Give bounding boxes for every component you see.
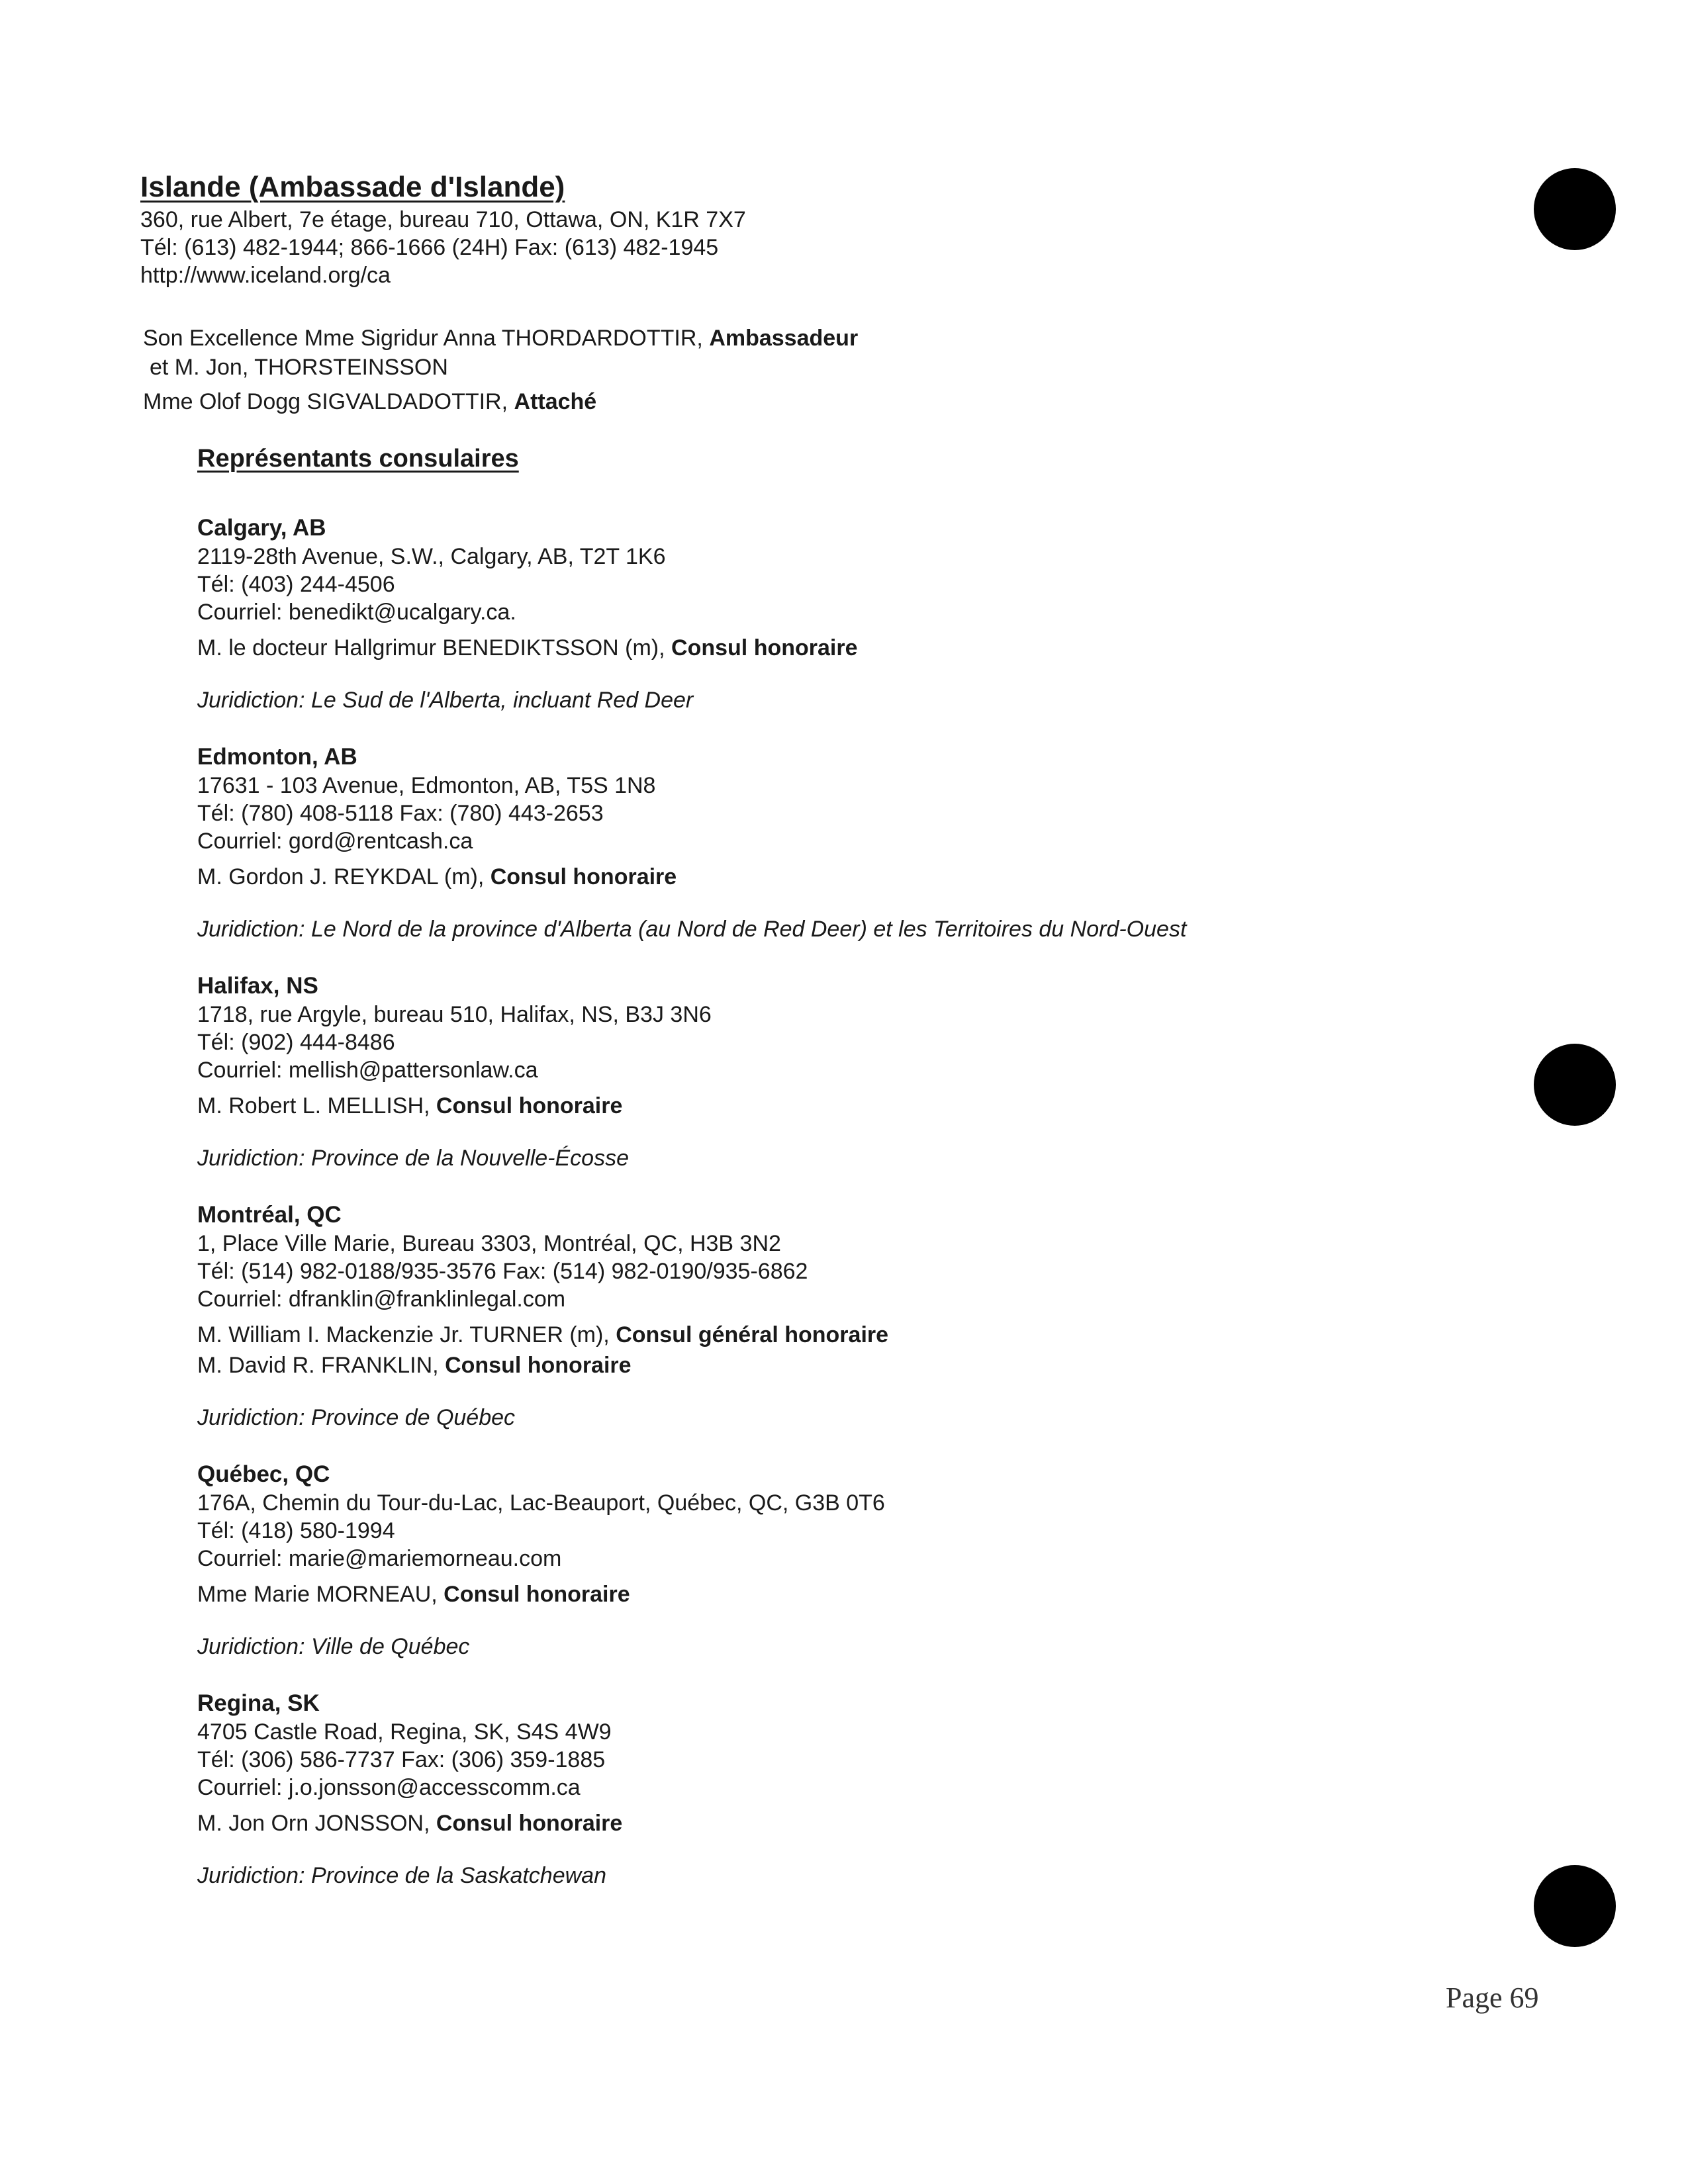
embassy-title: Islande (Ambassade d'Islande) <box>140 171 565 203</box>
office-city: Québec, QC <box>197 1461 330 1487</box>
person-name: M. Jon Orn JONSSON, <box>197 1811 436 1836</box>
office-persons <box>197 1320 1455 1381</box>
office-person <box>197 1350 1455 1381</box>
staff-name: Mme Olof Dogg SIGVALDADOTTIR, <box>143 389 514 414</box>
person-name: Mme Marie MORNEAU, <box>197 1582 444 1607</box>
office-person <box>197 633 1455 663</box>
office-city: Regina, SK <box>197 1690 320 1716</box>
office-person <box>197 1091 1455 1121</box>
consular-office-regina <box>197 1689 1455 1890</box>
person-title: Consul honoraire <box>671 635 858 660</box>
office-city: Montréal, QC <box>197 1202 342 1228</box>
office-phone: Tél: (418) 580-1994 <box>197 1518 395 1543</box>
office-persons <box>197 862 1455 892</box>
person-title: Consul honoraire <box>436 1811 623 1836</box>
embassy-address: 360, rue Albert, 7e étage, bureau 710, Ottawa, ON, K1R 7X7 <box>140 207 746 232</box>
office-phone: Tél: (780) 408-5118 Fax: (780) 443-2653 <box>197 801 604 826</box>
consular-section <box>197 442 1455 1918</box>
person-title: Consul honoraire <box>436 1093 623 1118</box>
page-number: Page 69 <box>1446 1981 1539 2014</box>
embassy-staff-list <box>140 324 1398 416</box>
office-address: 1, Place Ville Marie, Bureau 3303, Montréal, QC, H3B 3N2 <box>197 1231 781 1256</box>
consular-office-quebec <box>197 1460 1455 1661</box>
office-persons <box>197 633 1455 663</box>
office-email: Courriel: benedikt@ucalgary.ca. <box>197 600 516 625</box>
office-email: Courriel: gord@rentcash.ca <box>197 829 473 854</box>
office-jurisdiction: Juridiction: Province de la Saskatchewan <box>197 1863 606 1888</box>
binder-hole-top <box>1534 168 1616 250</box>
embassy-website: http://www.iceland.org/ca <box>140 263 391 288</box>
person-title: Consul général honoraire <box>616 1322 889 1347</box>
consular-office-edmonton <box>197 743 1455 944</box>
consular-office-montreal <box>197 1201 1455 1432</box>
staff-title: Attaché <box>514 389 597 414</box>
consular-heading: Représentants consulaires <box>197 445 519 473</box>
office-phone: Tél: (902) 444-8486 <box>197 1030 395 1055</box>
embassy-phone: Tél: (613) 482-1944; 866-1666 (24H) Fax: (613) 482-1945 <box>140 235 719 260</box>
office-jurisdiction: Juridiction: Le Sud de l'Alberta, incluant Red Deer <box>197 688 694 713</box>
office-email: Courriel: marie@mariemorneau.com <box>197 1546 562 1571</box>
office-phone: Tél: (403) 244-4506 <box>197 572 395 597</box>
office-person <box>197 1808 1455 1839</box>
office-city: Halifax, NS <box>197 973 318 999</box>
office-phone: Tél: (514) 982-0188/935-3576 Fax: (514) 982-0190/935-6862 <box>197 1259 808 1284</box>
person-name: M. Robert L. MELLISH, <box>197 1093 436 1118</box>
office-address: 17631 - 103 Avenue, Edmonton, AB, T5S 1N8 <box>197 773 656 798</box>
office-phone: Tél: (306) 586-7737 Fax: (306) 359-1885 <box>197 1747 606 1772</box>
office-address: 1718, rue Argyle, bureau 510, Halifax, NS, B3J 3N6 <box>197 1002 712 1027</box>
person-title: Consul honoraire <box>444 1582 630 1607</box>
office-address: 2119-28th Avenue, S.W., Calgary, AB, T2T 1K6 <box>197 544 666 569</box>
person-title: Consul honoraire <box>445 1353 632 1378</box>
person-name: M. William I. Mackenzie Jr. TURNER (m), <box>197 1322 616 1347</box>
office-persons <box>197 1091 1455 1121</box>
office-email: Courriel: dfranklin@franklinlegal.com <box>197 1287 566 1312</box>
embassy-section <box>140 169 1398 416</box>
office-persons <box>197 1808 1455 1839</box>
office-address: 4705 Castle Road, Regina, SK, S4S 4W9 <box>197 1719 612 1745</box>
consular-office-calgary <box>197 514 1455 715</box>
staff-name: Son Excellence Mme Sigridur Anna THORDARDOTTIR, <box>143 326 710 351</box>
office-person <box>197 862 1455 892</box>
office-persons <box>197 1579 1455 1610</box>
person-name: M. David R. FRANKLIN, <box>197 1353 445 1378</box>
office-person <box>197 1320 1455 1350</box>
person-title: Consul honoraire <box>490 864 677 889</box>
staff-entry-ambassador <box>143 324 1398 353</box>
binder-hole-middle <box>1534 1044 1616 1126</box>
office-city: Edmonton, AB <box>197 744 357 770</box>
person-name: M. Gordon J. REYKDAL (m), <box>197 864 491 889</box>
staff-title: Ambassadeur <box>709 326 859 351</box>
office-jurisdiction: Juridiction: Province de la Nouvelle-Écosse <box>197 1146 629 1171</box>
staff-name: et M. Jon, THORSTEINSSON <box>150 355 448 380</box>
office-city: Calgary, AB <box>197 515 326 541</box>
office-email: Courriel: mellish@pattersonlaw.ca <box>197 1058 538 1083</box>
office-jurisdiction: Juridiction: Province de Québec <box>197 1405 516 1430</box>
office-address: 176A, Chemin du Tour-du-Lac, Lac-Beauport, Québec, QC, G3B 0T6 <box>197 1490 885 1516</box>
consular-office-halifax <box>197 972 1455 1173</box>
office-email: Courriel: j.o.jonsson@accesscomm.ca <box>197 1775 581 1800</box>
staff-entry-spouse <box>143 353 1398 382</box>
office-jurisdiction: Juridiction: Le Nord de la province d'Alberta (au Nord de Red Deer) et les Territoires du Nord-Ouest <box>197 917 1187 942</box>
person-name: M. le docteur Hallgrimur BENEDIKTSSON (m), <box>197 635 672 660</box>
office-person <box>197 1579 1455 1610</box>
staff-entry-attache <box>143 387 1398 416</box>
binder-hole-bottom <box>1534 1865 1616 1947</box>
office-jurisdiction: Juridiction: Ville de Québec <box>197 1634 470 1659</box>
